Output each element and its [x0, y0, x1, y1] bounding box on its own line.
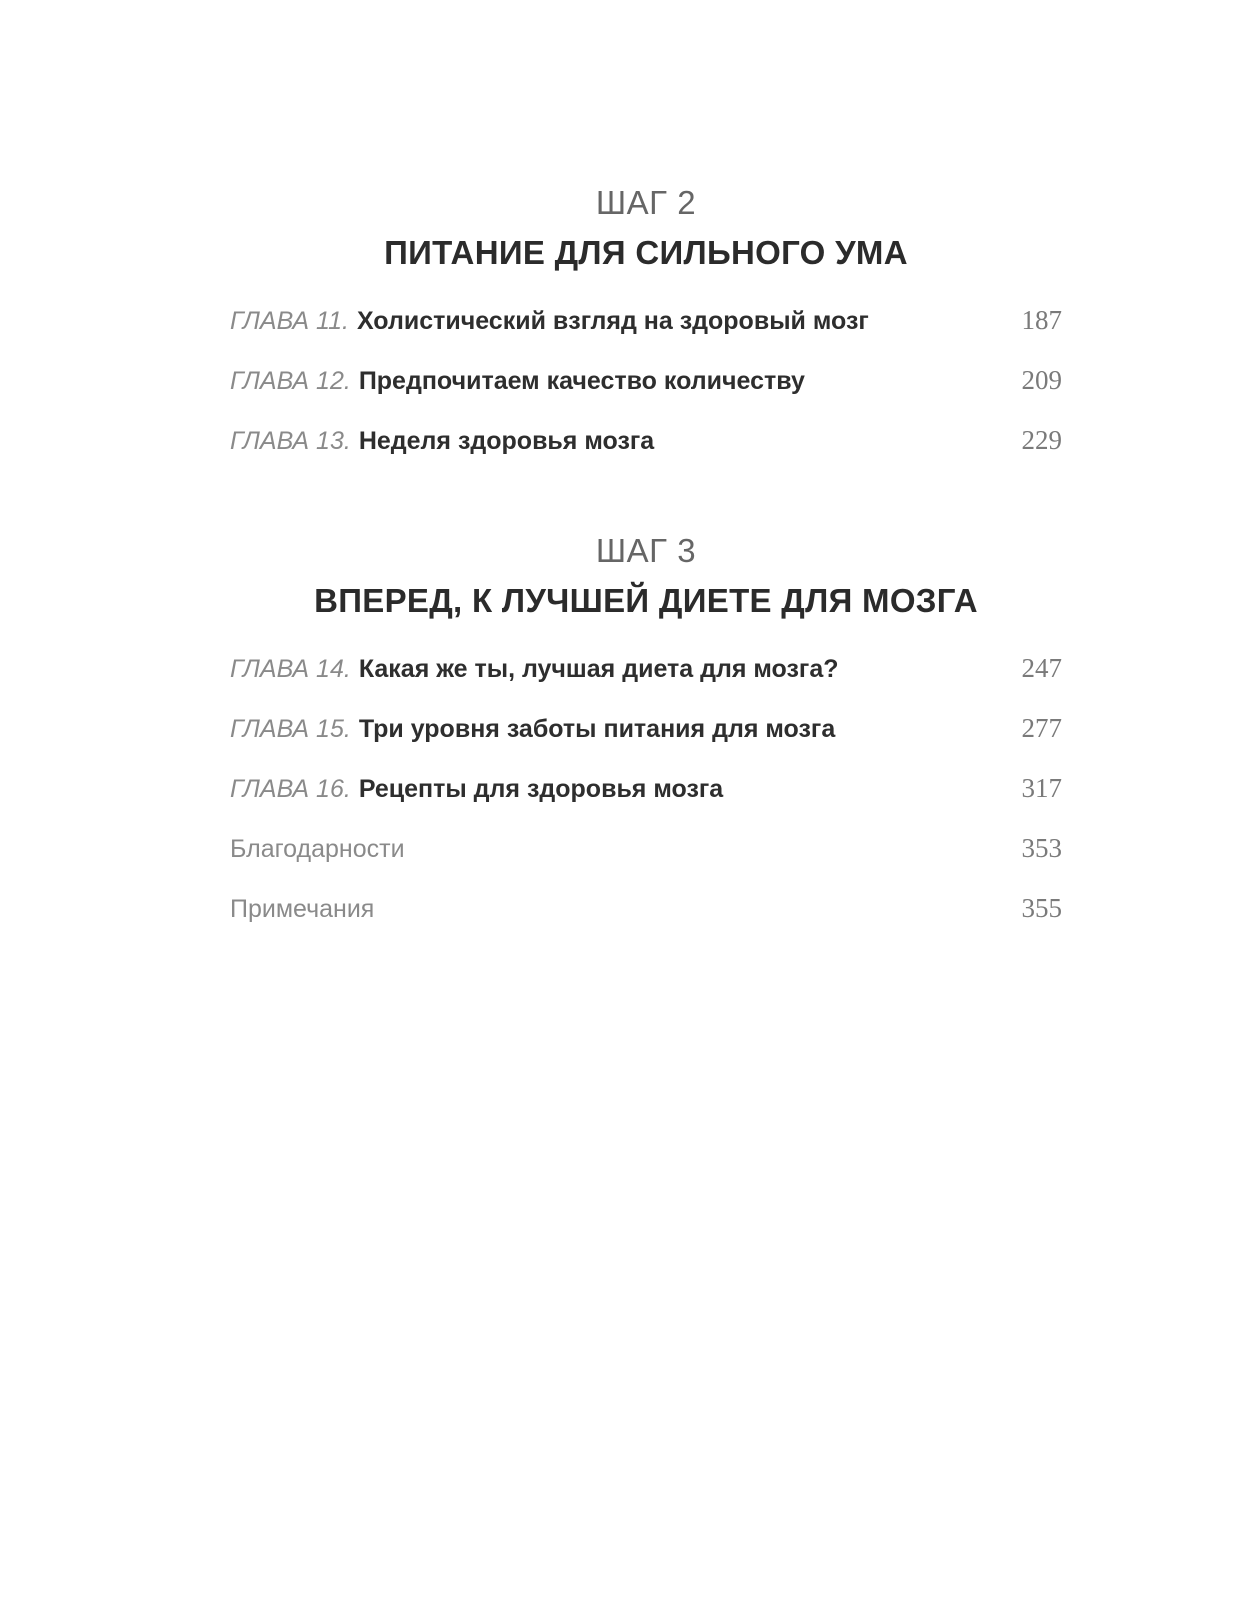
page-number: 247 — [1021, 653, 1062, 683]
step-title: ВПЕРЕД, К ЛУЧШЕЙ ДИЕТЕ ДЛЯ МОЗГА — [314, 582, 978, 619]
page-number: 353 — [1021, 833, 1062, 863]
section-title: Примечания — [230, 895, 375, 923]
toc-entry-chapter-15[interactable] — [230, 710, 1062, 770]
table-of-contents — [230, 182, 1062, 950]
toc-entry-chapter-16[interactable] — [230, 770, 1062, 830]
toc-section-step-3 — [230, 530, 1062, 950]
section-title: Благодарности — [230, 835, 405, 863]
toc-entry-chapter-13[interactable] — [230, 422, 1062, 482]
page-number: 229 — [1021, 425, 1062, 455]
page-number: 277 — [1021, 713, 1062, 743]
toc-entry-list — [230, 650, 1062, 950]
toc-entry-chapter-12[interactable] — [230, 362, 1062, 422]
chapter-number: ГЛАВА 16 — [230, 775, 344, 803]
chapter-title: Какая же ты, лучшая диета для мозга? — [358, 655, 839, 683]
chapter-separator: . — [343, 427, 351, 455]
toc-entry-list — [230, 302, 1062, 482]
chapter-title: Холистический взгляд на здоровый мозг — [356, 307, 869, 335]
chapter-title: Три уровня заботы питания для мозга — [358, 715, 836, 743]
chapter-title: Рецепты для здоровья мозга — [358, 775, 724, 803]
chapter-number: ГЛАВА 15 — [230, 715, 344, 743]
page-number: 355 — [1021, 893, 1062, 923]
chapter-separator: . — [343, 775, 351, 803]
chapter-separator: . — [342, 307, 349, 335]
chapter-separator: . — [343, 367, 351, 395]
step-title: ПИТАНИЕ ДЛЯ СИЛЬНОГО УМА — [384, 234, 908, 271]
toc-entry-notes[interactable] — [230, 890, 1062, 950]
step-label: ШАГ 2 — [595, 184, 697, 221]
toc-entry-chapter-14[interactable] — [230, 650, 1062, 710]
chapter-separator: . — [343, 715, 351, 743]
toc-entry-chapter-11[interactable] — [230, 302, 1062, 362]
chapter-title: Предпочитаем качество количеству — [358, 367, 805, 395]
toc-entry-acknowledgements[interactable] — [230, 830, 1062, 890]
chapter-number: ГЛАВА 14 — [230, 655, 344, 683]
chapter-separator: . — [343, 655, 351, 683]
chapter-number: ГЛАВА 12 — [230, 367, 344, 395]
page-number: 317 — [1021, 773, 1062, 803]
page-number: 187 — [1021, 305, 1062, 335]
step-label: ШАГ 3 — [595, 532, 697, 569]
page-number: 209 — [1021, 365, 1062, 395]
chapter-number: ГЛАВА 13 — [230, 427, 344, 455]
chapter-number: ГЛАВА 11 — [230, 307, 342, 335]
toc-section-step-2 — [230, 182, 1062, 482]
chapter-title: Неделя здоровья мозга — [358, 427, 655, 455]
